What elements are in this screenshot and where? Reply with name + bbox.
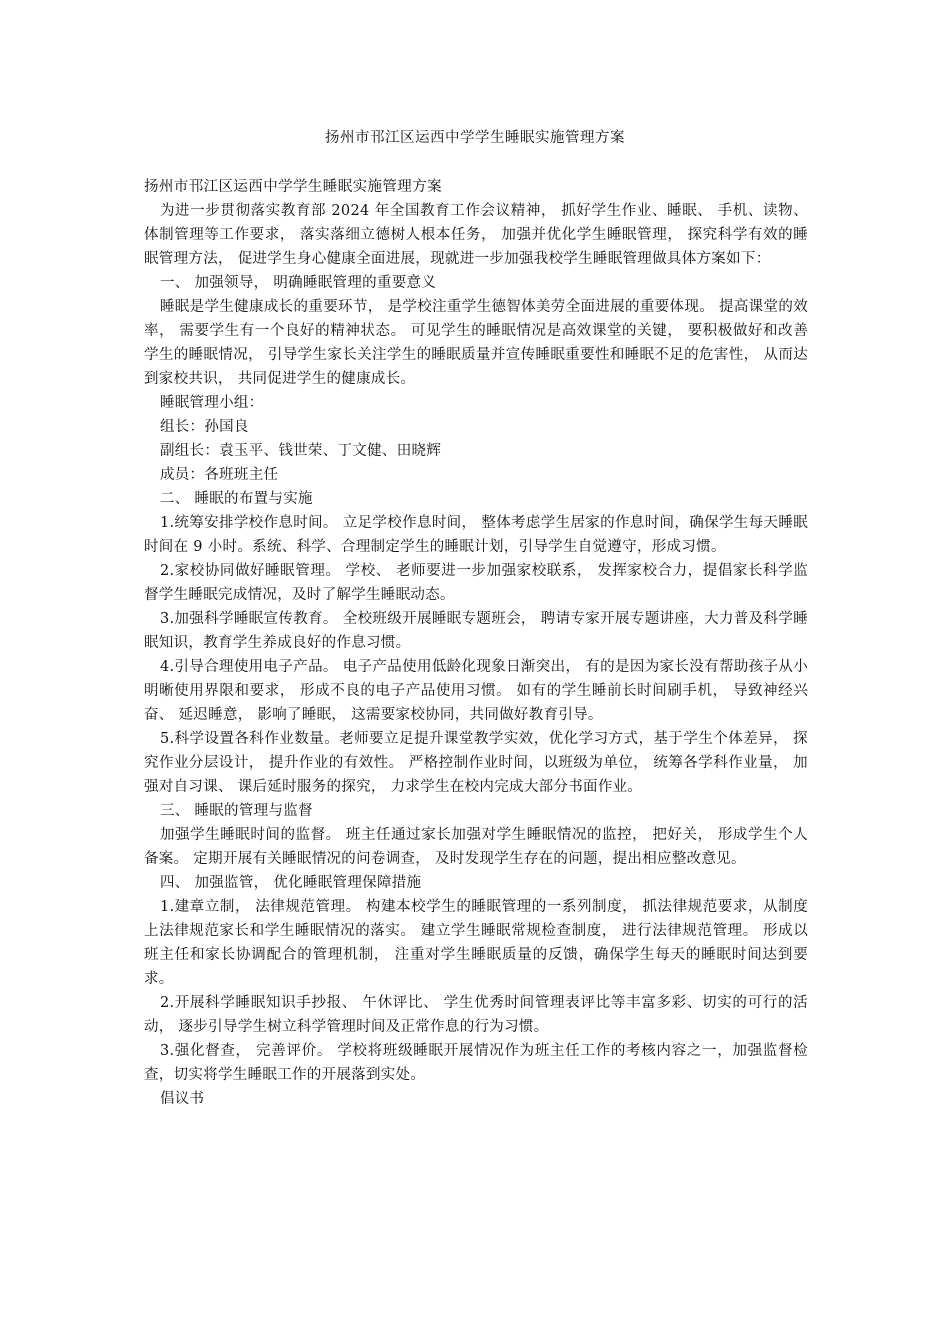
section-3-paragraph: 加强学生睡眠时间的监督。 班主任通过家长加强对学生睡眠情况的监控， 把好关， 形成学生个人备案。 定期开展有关睡眠情况的问卷调查， 及时发现学生存在的问题，提出相应整改意见。 bbox=[144, 827, 808, 867]
section-heading-2: 二、 睡眠的布置与实施 bbox=[159, 491, 313, 507]
section-heading-3: 三、 睡眠的管理与监督 bbox=[159, 803, 313, 819]
group-deputy-leaders: 副组长：袁玉平、钱世荣、丁文健、田晓辉 bbox=[159, 443, 442, 459]
section-2-item-3: 3.加强科学睡眠宣传教育。 全校班级开展睡眠专题班会， 聘请专家开展专题讲座，大力普及科学睡眠知识，教育学生养成良好的作息习惯。 bbox=[144, 611, 808, 651]
document-title: 扬州市邗江区运西中学学生睡眠实施管理方案 bbox=[325, 130, 625, 146]
document-body bbox=[144, 175, 808, 1111]
section-4-item-1: 1.建章立制， 法律规范管理。 构建本校学生的睡眠管理的一系列制度， 抓法律规范要求，从制度上法律规范家长和学生睡眠情况的落实。 建立学生睡眠常规检查制度， 进行法律规范管理。 形成以班主任和家长协调配合的管理机制， 注重对学生睡眠质量的反馈，确保学生每天的睡眠时间达到要求。 bbox=[144, 899, 808, 987]
group-heading: 睡眠管理小组： bbox=[159, 395, 264, 411]
intro-paragraph: 为进一步贯彻落实教育部 2024 年全国教育工作会议精神， 抓好学生作业、睡眠、 手机、读物、 体制管理等工作要求， 落实落细立德树人根本任务， 加强并优化学生睡眠管理， 探究科学有效的睡眠管理方法， 促进学生身心健康全面进展，现就进一步加强我校学生睡眠管理做具体方案如下： bbox=[144, 203, 808, 267]
section-heading-1: 一、 加强领导， 明确睡眠管理的重要意义 bbox=[159, 275, 437, 291]
section-1-paragraph: 睡眠是学生健康成长的重要环节， 是学校注重学生德智体美劳全面进展的重要体现。 提高课堂的效率， 需要学生有一个良好的精神状态。 可见学生的睡眠情况是高效课堂的关键， 要积极做好和改善学生的睡眠情况， 引导学生家长关注学生的睡眠质量并宣传睡眠重要性和睡眠不足的危害性， 从而达到家校共识， 共同促进学生的健康成长。 bbox=[144, 299, 808, 387]
proposal-heading: 倡议书 bbox=[159, 1091, 205, 1107]
section-2-item-1: 1.统筹安排学校作息时间。 立足学校作息时间， 整体考虑学生居家的作息时间，确保学生每天睡眠时间在 9 小时。系统、科学、合理制定学生的睡眠计划，引导学生自觉遵守，形成习惯。 bbox=[144, 515, 808, 555]
section-2-item-2: 2.家校协同做好睡眠管理。 学校、 老师要进一步加强家校联系， 发挥家校合力，提倡家长科学监督学生睡眠完成情况，及时了解学生睡眠动态。 bbox=[144, 563, 808, 603]
section-4-item-3: 3.强化督查， 完善评价。 学校将班级睡眠开展情况作为班主任工作的考核内容之一，加强监督检查，切实将学生睡眠工作的开展落到实处。 bbox=[144, 1043, 808, 1083]
section-2-item-5: 5.科学设置各科作业数量。老师要立足提升课堂教学实效，优化学习方式，基于学生个体差异， 探究作业分层设计， 提升作业的有效性。 严格控制作业时间，以班级为单位， 统筹各学科作业量， 加强对自习课、 课后延时服务的探究， 力求学生在校内完成大部分书面作业。 bbox=[144, 731, 808, 795]
section-2-item-4: 4.引导合理使用电子产品。 电子产品使用低龄化现象日渐突出， 有的是因为家长没有帮助孩子从小明晰使用界限和要求， 形成不良的电子产品使用习惯。 如有的学生睡前长时间刷手机， 导致神经兴奋、 延迟睡意， 影响了睡眠， 这需要家校协同，共同做好教育引导。 bbox=[144, 659, 808, 723]
group-members: 成员：各班班主任 bbox=[159, 467, 279, 483]
document-subtitle: 扬州市邗江区运西中学学生睡眠实施管理方案 bbox=[144, 179, 442, 195]
group-leader: 组长：孙国良 bbox=[159, 419, 249, 435]
section-heading-4: 四、 加强监管， 优化睡眠管理保障措施 bbox=[159, 875, 422, 891]
section-4-item-2: 2.开展科学睡眠知识手抄报、 午休评比、 学生优秀时间管理表评比等丰富多彩、切实的可行的活动， 逐步引导学生树立科学管理时间及正常作息的行为习惯。 bbox=[144, 995, 808, 1035]
